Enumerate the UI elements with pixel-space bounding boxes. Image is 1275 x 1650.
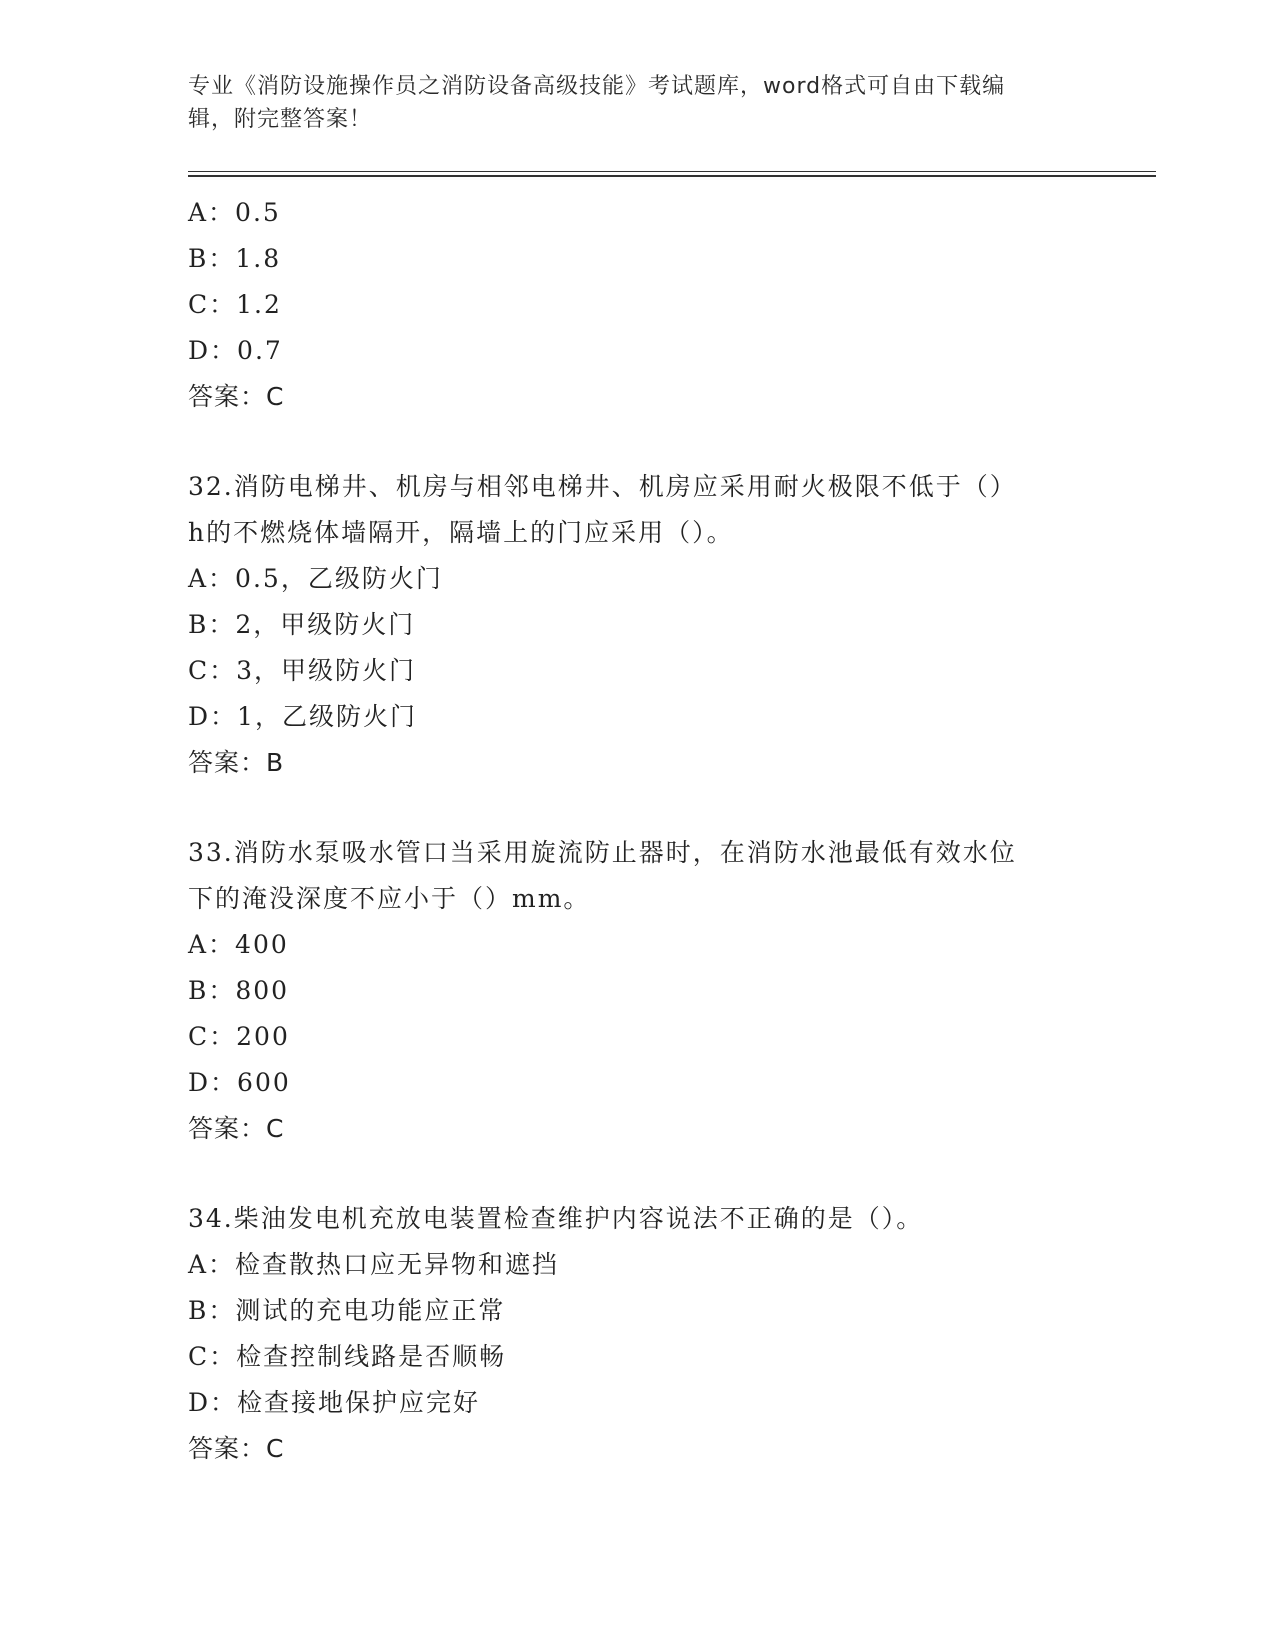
option-c: C：1.2: [188, 290, 282, 319]
question-31: [188, 190, 1088, 420]
spacer: [188, 786, 1088, 830]
option-b: B：800: [188, 976, 290, 1005]
option-b: B：2，甲级防火门: [188, 610, 416, 639]
spacer: [188, 1152, 1088, 1196]
question-list: [188, 190, 1088, 1472]
option-c: C：3，甲级防火门: [188, 656, 417, 685]
answer: 答案：C: [188, 382, 285, 411]
option-d: D：检查接地保护应完好: [188, 1388, 481, 1417]
header-line-1: 专业《消防设施操作员之消防设备高级技能》考试题库，word格式可自由下载编: [188, 74, 1006, 99]
option-a: A：检查散热口应无异物和遮挡: [188, 1250, 560, 1279]
answer: 答案：C: [188, 1114, 285, 1143]
header-rule-thin: [188, 171, 1156, 172]
option-c: C：200: [188, 1022, 290, 1051]
option-d: D：1，乙级防火门: [188, 702, 417, 731]
answer: 答案：B: [188, 748, 285, 777]
question-stem-line-2: 下的淹没深度不应小于（）mm。: [188, 884, 591, 913]
header-line-2: 辑，附完整答案！: [188, 107, 373, 132]
option-d: D：0.7: [188, 336, 283, 365]
header-rule-thick: [188, 175, 1156, 177]
option-a: A：400: [188, 930, 289, 959]
option-d: D：600: [188, 1068, 291, 1097]
option-a: A：0.5，乙级防火门: [188, 564, 443, 593]
document-header: [188, 70, 1068, 136]
question-34: [188, 1196, 1088, 1472]
option-a: A：0.5: [188, 198, 281, 227]
option-b: B：测试的充电功能应正常: [188, 1296, 506, 1325]
question-stem-line-1: 34.柴油发电机充放电装置检查维护内容说法不正确的是（）。: [188, 1204, 924, 1233]
spacer: [188, 420, 1088, 464]
option-c: C：检查控制线路是否顺畅: [188, 1342, 507, 1371]
option-b: B：1.8: [188, 244, 282, 273]
question-33: [188, 830, 1088, 1152]
question-stem-line-1: 32.消防电梯井、机房与相邻电梯井、机房应采用耐火极限不低于（）: [188, 472, 1017, 501]
answer: 答案：C: [188, 1434, 285, 1463]
question-stem-line-1: 33.消防水泵吸水管口当采用旋流防止器时，在消防水池最低有效水位: [188, 838, 1017, 867]
question-stem-line-2: h的不燃烧体墙隔开，隔墙上的门应采用（）。: [188, 518, 734, 547]
question-32: [188, 464, 1088, 786]
